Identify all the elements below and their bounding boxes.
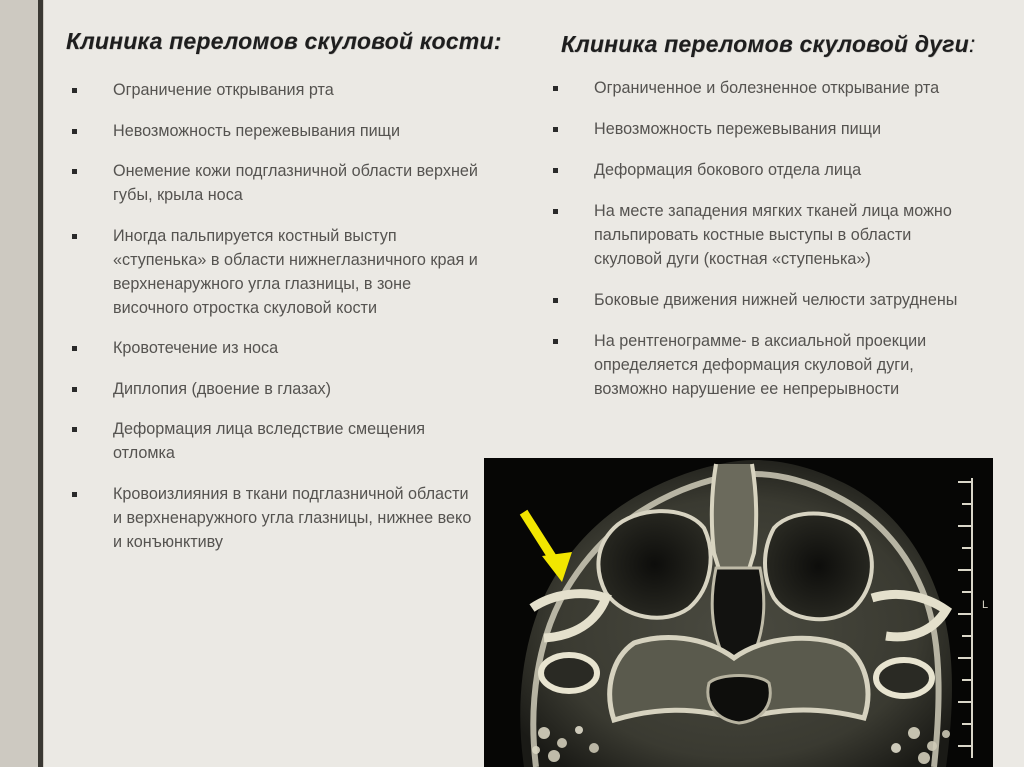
list-item (553, 329, 973, 401)
list-item-text: На месте западения мягких тканей лица можно пальпировать костные выступы в области скуловой дуги (костная «ступенька») (594, 202, 952, 268)
list-item-text: Кровотечение из носа (113, 339, 279, 357)
list-item (72, 336, 482, 360)
ear-canal-right (876, 660, 932, 696)
list-item-text: Ограничение открывания рта (113, 81, 334, 99)
maxillary-sinus-left (598, 511, 710, 618)
list-item-text: Онемение кожи подглазничной области верхней губы, крыла носа (113, 162, 478, 204)
list-item-text: Невозможность пережевывания пищи (594, 120, 882, 138)
right-bullet-list (553, 76, 973, 418)
list-item-text: Деформация лица вследствие смещения отломка (113, 420, 426, 462)
list-item (72, 417, 482, 465)
bullet-marker (553, 168, 558, 173)
bullet-marker (72, 492, 77, 497)
ct-scan-image (484, 458, 993, 767)
list-item (72, 119, 482, 143)
bullet-marker (553, 209, 558, 214)
bullet-marker (72, 169, 77, 174)
list-item (553, 158, 973, 182)
list-item-text: Иногда пальпируется костный выступ «ступенька» в области нижнеглазничного края и верхненаружного угла глазницы, в зоне височного отростка скуловой кости (113, 226, 478, 317)
ear-canal-left (541, 655, 597, 691)
right-column-title-suffix: : (968, 31, 976, 57)
bullet-marker (72, 88, 77, 93)
list-item-text: Кровоизлияния в ткани подглазничной области и верхненаружного угла глазницы, нижнее веко и конъюнктиву (113, 484, 472, 551)
bullet-marker (553, 127, 558, 132)
left-bullet-list (72, 78, 482, 570)
list-item (72, 482, 482, 554)
left-decorative-line (38, 0, 43, 767)
list-item-text: Диплопия (двоение в глазах) (113, 379, 332, 398)
left-column-title: Клиника переломов скуловой кости: (66, 28, 502, 54)
list-item (72, 159, 482, 207)
maxillary-sinus-right (765, 513, 872, 619)
bullet-marker (72, 129, 77, 134)
bullet-marker (553, 339, 558, 344)
list-item-text: Ограниченное и болезненное открывание рта (594, 79, 940, 97)
list-item (72, 377, 482, 401)
bullet-marker (72, 346, 77, 351)
right-column-title (561, 31, 975, 58)
list-item-text: Боковые движения нижней челюсти затруднены (594, 291, 958, 309)
bullet-marker (553, 86, 558, 91)
right-column-title-main: Клиника переломов скуловой дуги (561, 31, 969, 57)
list-item (553, 288, 973, 312)
bullet-marker (72, 234, 77, 239)
ct-scale-label: L (982, 599, 989, 611)
list-item (72, 78, 482, 102)
list-item-text: Невозможность пережевывания пищи (113, 121, 401, 140)
bullet-marker (72, 387, 77, 392)
list-item (553, 199, 973, 271)
bullet-marker (553, 298, 558, 303)
list-item-text: Деформация бокового отдела лица (594, 161, 862, 179)
list-item (72, 224, 482, 320)
bullet-marker (72, 427, 77, 432)
list-item (553, 117, 973, 141)
list-item (553, 76, 973, 100)
list-item-text: На рентгенограмме- в аксиальной проекции определяется деформация скуловой дуги, возможно нарушение ее непрерывности (594, 332, 927, 398)
